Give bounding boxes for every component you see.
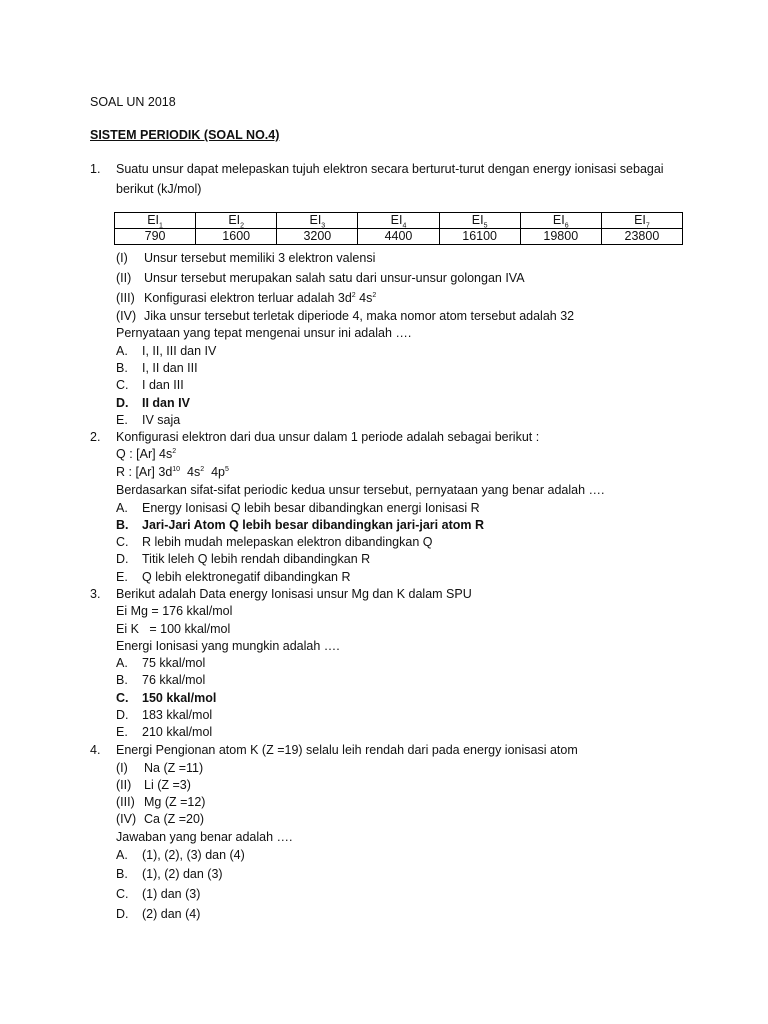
option-letter: A. <box>116 848 128 862</box>
question-1-text: Suatu unsur dapat melepaskan tujuh elektron secara berturut-turut dengan energy ionisasi sebagai <box>116 162 664 176</box>
option-letter: A. <box>116 656 128 670</box>
option-letter: B. <box>116 867 128 881</box>
config-r-text-cont: 4p <box>204 465 225 479</box>
item-label: (II) <box>116 778 132 792</box>
option-letter: C. <box>116 535 129 549</box>
option-text: 76 kkal/mol <box>142 673 206 687</box>
item-text: Li (Z =3) <box>144 778 191 792</box>
table-header-cell: $EI_7$ <box>601 213 682 229</box>
option-letter: B. <box>116 518 129 532</box>
option-letter: A. <box>116 344 128 358</box>
question-2-number: 2. <box>90 430 101 444</box>
option-letter: B. <box>116 361 128 375</box>
table-cell: 16100 <box>439 229 520 245</box>
statement-text: Konfigurasi elektron terluar adalah 3d <box>144 291 352 305</box>
superscript: 2 <box>200 465 205 473</box>
option-letter: B. <box>116 673 128 687</box>
item-text: Mg (Z =12) <box>144 795 206 809</box>
superscript: 2 <box>172 447 177 455</box>
option-text: I, II dan III <box>142 361 198 375</box>
question-3-text: Berikut adalah Data energy Ionisasi unsur Mg dan K dalam SPU <box>116 587 472 601</box>
option-text: (1), (2), (3) dan (4) <box>142 848 245 862</box>
ei-mg-text: Ei Mg = 176 kkal/mol <box>116 604 233 618</box>
superscript: 5 <box>225 465 229 473</box>
question-3-number: 3. <box>90 587 101 601</box>
config-r-text: R : [Ar] 3d <box>116 465 173 479</box>
option-letter: D. <box>116 552 129 566</box>
table-header-row <box>115 213 683 229</box>
section-heading: SISTEM PERIODIK (SOAL NO.4) <box>90 128 280 142</box>
option-letter: C. <box>116 887 129 901</box>
option-text: (1) dan (3) <box>142 887 201 901</box>
option-text: Energy Ionisasi Q lebih besar dibandingkan energi Ionisasi R <box>142 501 480 515</box>
table-cell: 3200 <box>277 229 358 245</box>
question-4-number: 4. <box>90 743 101 757</box>
ei-k-text: Ei K = 100 kkal/mol <box>116 622 231 636</box>
table-cell: 4400 <box>358 229 439 245</box>
option-letter: C. <box>116 691 129 705</box>
statement-label: (IV) <box>116 309 137 323</box>
table-header-cell: $EI_4$ <box>358 213 439 229</box>
statement-label: (III) <box>116 291 135 305</box>
option-text: 75 kkal/mol <box>142 656 206 670</box>
prompt-text: Pernyataan yang tepat mengenai unsur ini adalah …. <box>116 326 412 340</box>
option-text: (2) dan (4) <box>142 907 201 921</box>
option-text: II dan IV <box>142 396 190 410</box>
statement-label: (I) <box>116 251 128 265</box>
option-text: Jari-Jari Atom Q lebih besar dibandingkan jari-jari atom R <box>142 518 484 532</box>
item-text: Na (Z =11) <box>144 761 204 775</box>
item-label: (III) <box>116 795 135 809</box>
item-text: Ca (Z =20) <box>144 812 205 826</box>
option-letter: D. <box>116 708 129 722</box>
option-text: 150 kkal/mol <box>142 691 217 705</box>
config-r-text-cont: 4s <box>180 465 201 479</box>
item-label: (I) <box>116 761 128 775</box>
item-label: (IV) <box>116 812 137 826</box>
option-text: I dan III <box>142 378 184 392</box>
table-row <box>115 229 683 245</box>
prompt-text: Jawaban yang benar adalah …. <box>116 830 293 844</box>
table-cell: 1600 <box>196 229 277 245</box>
prompt-text: Energi Ionisasi yang mungkin adalah …. <box>116 639 340 653</box>
option-text: 183 kkal/mol <box>142 708 213 722</box>
prompt-text: Berdasarkan sifat-sifat periodic kedua unsur tersebut, pernyataan yang benar adalah …. <box>116 483 605 497</box>
statement-text: Unsur tersebut merupakan salah satu dari unsur-unsur golongan IVA <box>144 271 525 285</box>
option-text: Q lebih elektronegatif dibandingkan R <box>142 570 351 584</box>
option-letter: C. <box>116 378 129 392</box>
statement-text: Unsur tersebut memiliki 3 elektron valensi <box>144 251 376 265</box>
option-text: 210 kkal/mol <box>142 725 213 739</box>
option-text: Titik leleh Q lebih rendah dibandingkan R <box>142 552 371 566</box>
option-letter: D. <box>116 907 129 921</box>
question-1-text-cont: berikut (kJ/mol) <box>116 182 202 196</box>
table-header-cell: $EI_6$ <box>520 213 601 229</box>
question-2-text: Konfigurasi elektron dari dua unsur dalam 1 periode adalah sebagai berikut : <box>116 430 540 444</box>
option-text: IV saja <box>142 413 181 427</box>
superscript: 10 <box>172 465 181 473</box>
question-4-text: Energi Pengionan atom K (Z =19) selalu leih rendah dari pada energy ionisasi atom <box>116 743 578 757</box>
table-header-cell: $EI_5$ <box>439 213 520 229</box>
table-cell: 23800 <box>601 229 682 245</box>
superscript: 2 <box>372 291 377 299</box>
option-letter: E. <box>116 570 128 584</box>
superscript: 2 <box>351 291 356 299</box>
document-title: SOAL UN 2018 <box>90 95 176 109</box>
option-letter: A. <box>116 501 128 515</box>
option-letter: E. <box>116 413 128 427</box>
table-cell: 19800 <box>520 229 601 245</box>
ionization-energy-table <box>114 212 683 245</box>
option-letter: D. <box>116 396 129 410</box>
table-header-cell: $EI_3$ <box>277 213 358 229</box>
statement-label: (II) <box>116 271 132 285</box>
statement-text: Jika unsur tersebut terletak diperiode 4, maka nomor atom tersebut adalah 32 <box>144 309 575 323</box>
option-text: R lebih mudah melepaskan elektron dibandingkan Q <box>142 535 433 549</box>
config-q-text: Q : [Ar] 4s <box>116 447 173 461</box>
option-letter: E. <box>116 725 128 739</box>
table-header-cell: $EI_1$ <box>115 213 196 229</box>
statement-text-cont: 4s <box>355 291 373 305</box>
option-text: I, II, III dan IV <box>142 344 217 358</box>
table-cell: 790 <box>115 229 196 245</box>
question-1-number: 1. <box>90 162 101 176</box>
option-text: (1), (2) dan (3) <box>142 867 223 881</box>
table-header-cell: $EI_2$ <box>196 213 277 229</box>
